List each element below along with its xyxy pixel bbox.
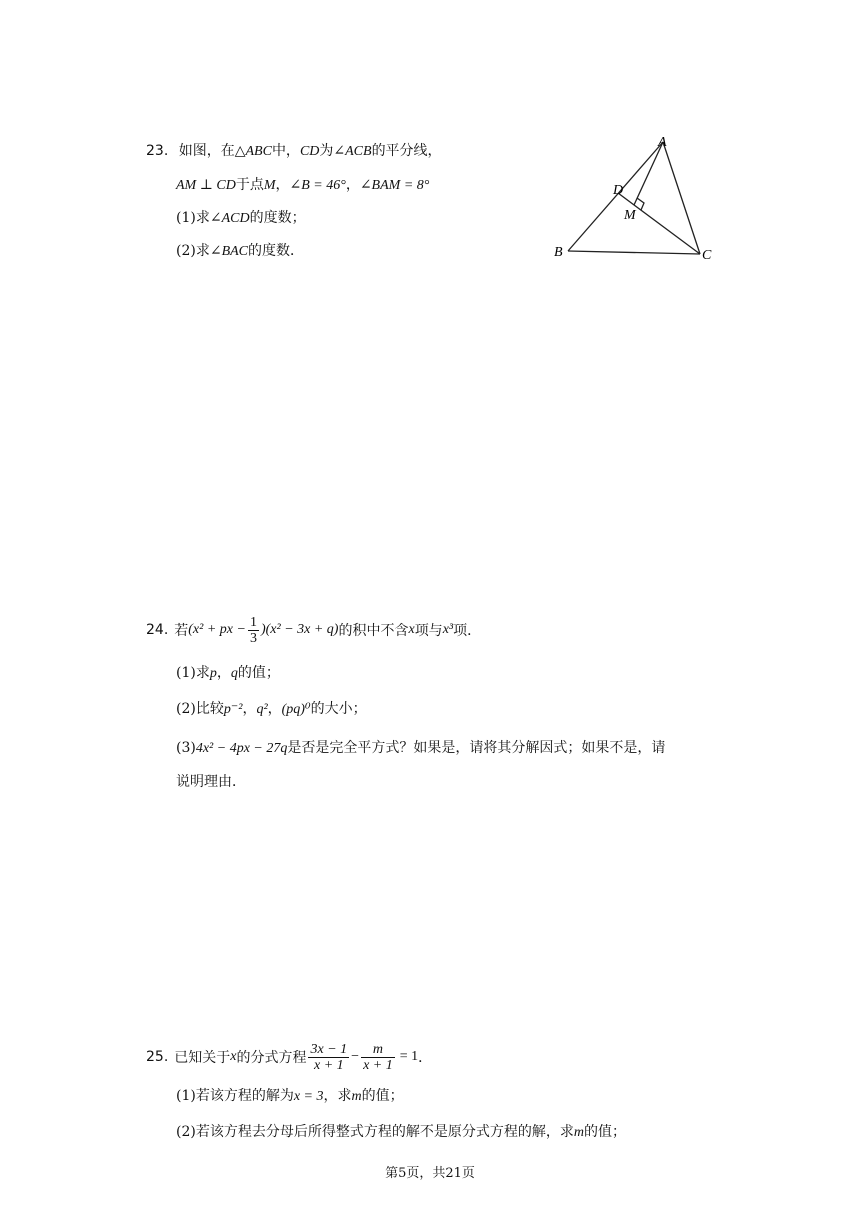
bisector-cd xyxy=(618,193,700,254)
q25-sub2-text: 若该方程去分母后所得整式方程的解不是原分式方程的解，求 xyxy=(195,1124,574,1140)
q25-stem-end: ． xyxy=(418,1050,433,1066)
q25-sub1-expr: x = 3 xyxy=(293,1089,324,1104)
q25-stem-x: x xyxy=(230,1049,237,1064)
q24-sub2-a: p⁻² xyxy=(223,702,243,717)
q23-perpendicular: AM ⊥ CD xyxy=(176,178,236,193)
q23-sub-1 xyxy=(176,208,306,229)
q23-segment-cd: CD xyxy=(299,144,320,159)
q25-sub2-prefix: (2) xyxy=(176,1124,196,1140)
q24-expr-b: )(x² − 3x + q) xyxy=(260,622,339,637)
q24-sub2-c: (pq)⁰ xyxy=(281,702,311,717)
q24-stem-x: x xyxy=(408,622,415,637)
q24-frac-num: 1 xyxy=(249,614,257,630)
q25-f2-num: m xyxy=(361,1042,395,1058)
q24-sub2-prefix: (2) xyxy=(176,701,196,717)
q23-triangle: △ABC xyxy=(234,144,272,159)
label-a: A xyxy=(658,135,667,150)
label-m: M xyxy=(624,208,636,223)
q24-sub2-b: q² xyxy=(256,702,268,717)
q23-stem xyxy=(146,141,442,162)
label-c: C xyxy=(702,248,712,263)
q25-sub-2 xyxy=(176,1122,626,1143)
segment-am xyxy=(634,142,663,205)
q23-cond-text: 于点 xyxy=(235,177,264,193)
q23-stem-text-2: 中， xyxy=(271,143,300,159)
q25-sub2-tail: 的值； xyxy=(583,1124,626,1140)
q25-f2-den: x + 1 xyxy=(363,1057,393,1073)
q24-sub2-sep-1: ， xyxy=(242,701,257,717)
q24-stem-x3: x³ xyxy=(442,622,454,637)
q24-frac-den: 3 xyxy=(249,630,257,646)
q25-sub-1 xyxy=(176,1086,404,1107)
side-bc xyxy=(568,251,700,254)
q25-minus: − xyxy=(351,1049,360,1064)
q25-f1-den: x + 1 xyxy=(313,1057,344,1073)
q23-angle-acb: ∠ACB xyxy=(333,144,372,159)
q23-sub1-text: 求 xyxy=(195,210,210,226)
page-footer xyxy=(0,1162,860,1181)
q24-sub3-text-2: 说明理由． xyxy=(176,774,246,790)
q24-number: 24. xyxy=(146,622,169,638)
q25-stem xyxy=(146,1040,432,1074)
q23-number: 23. xyxy=(146,143,169,159)
q24-stem-text-3: 项与 xyxy=(414,623,443,639)
q24-stem-text-1: 若 xyxy=(174,623,189,639)
q24-sub1-text: 求 xyxy=(195,665,210,681)
q23-stem-text-4: 的平分线， xyxy=(371,143,442,159)
q25-fraction-1 xyxy=(308,1042,349,1073)
q25-fraction-2 xyxy=(361,1042,395,1073)
q23-sub1-prefix: (1) xyxy=(176,210,196,226)
q24-sub2-tail: 的大小； xyxy=(310,701,367,717)
q24-stem-text-4: 项． xyxy=(453,623,482,639)
q24-stem-text-2: 的积中不含 xyxy=(338,623,409,639)
q25-sub1-m: m xyxy=(351,1089,362,1104)
q24-sub1-p: p xyxy=(209,666,217,681)
q24-sub3-expr: 4x² − 4px − 27q xyxy=(195,741,288,756)
q23-stem-text-1: 如图，在 xyxy=(178,143,235,159)
q25-sub1-tail: 的值； xyxy=(361,1088,404,1104)
label-d: D xyxy=(613,183,624,198)
page-number: 第5页，共21页 xyxy=(385,1166,475,1181)
q23-triangle-figure xyxy=(540,128,730,268)
q24-sub-3-cont xyxy=(176,772,246,792)
q25-number: 25. xyxy=(146,1049,169,1065)
q25-sub2-m: m xyxy=(573,1125,584,1140)
q23-stem-text-3: 为 xyxy=(319,143,334,159)
q24-expr-a: (x² + px − xyxy=(188,622,246,637)
q23-sub2-angle: ∠BAC xyxy=(209,244,249,259)
q23-angle-b: ∠B = 46° xyxy=(289,178,346,193)
q23-sub1-tail: 的度数； xyxy=(249,210,306,226)
q23-conditions xyxy=(176,175,429,196)
q24-sub3-text: 是否是完全平方式？如果是，请将其分解因式；如果不是，请 xyxy=(287,740,666,756)
q23-sub-2 xyxy=(176,241,304,262)
q23-point-m: M xyxy=(263,178,276,193)
q25-sub1-text: 若该方程的解为 xyxy=(195,1088,294,1104)
q24-sub1-tail: 的值； xyxy=(237,665,280,681)
q24-sub3-prefix: (3) xyxy=(176,740,196,756)
q24-sub-1 xyxy=(176,663,280,684)
q25-f1-num: 3x − 1 xyxy=(310,1041,348,1057)
q24-sub1-sep: ， xyxy=(216,665,231,681)
q23-cond-sep-2: ， xyxy=(345,177,360,193)
q23-angle-bam: ∠BAM = 8° xyxy=(359,178,430,193)
q23-sub1-angle: ∠ACD xyxy=(209,211,250,226)
q25-stem-text-2: 的分式方程 xyxy=(236,1050,307,1066)
q25-sub1-prefix: (1) xyxy=(176,1088,196,1104)
q24-sub-2 xyxy=(176,699,367,720)
side-ac xyxy=(663,142,700,254)
q24-sub-3 xyxy=(176,738,665,759)
q25-eq-tail: = 1 xyxy=(399,1049,419,1064)
q23-sub2-prefix: (2) xyxy=(176,243,196,259)
q25-sub1-mid: ，求 xyxy=(323,1088,352,1104)
q24-sub2-text: 比较 xyxy=(195,701,224,717)
q24-fraction xyxy=(248,615,259,646)
q25-stem-text-1: 已知关于 xyxy=(174,1050,231,1066)
q24-sub1-prefix: (1) xyxy=(176,665,196,681)
q24-stem xyxy=(146,614,481,646)
q23-sub2-tail: 的度数． xyxy=(248,243,305,259)
label-b: B xyxy=(554,245,563,260)
q23-sub2-text: 求 xyxy=(195,243,210,259)
q23-cond-sep-1: ， xyxy=(275,177,290,193)
q24-sub2-sep-2: ， xyxy=(267,701,282,717)
q24-sub1-q: q xyxy=(230,666,238,681)
